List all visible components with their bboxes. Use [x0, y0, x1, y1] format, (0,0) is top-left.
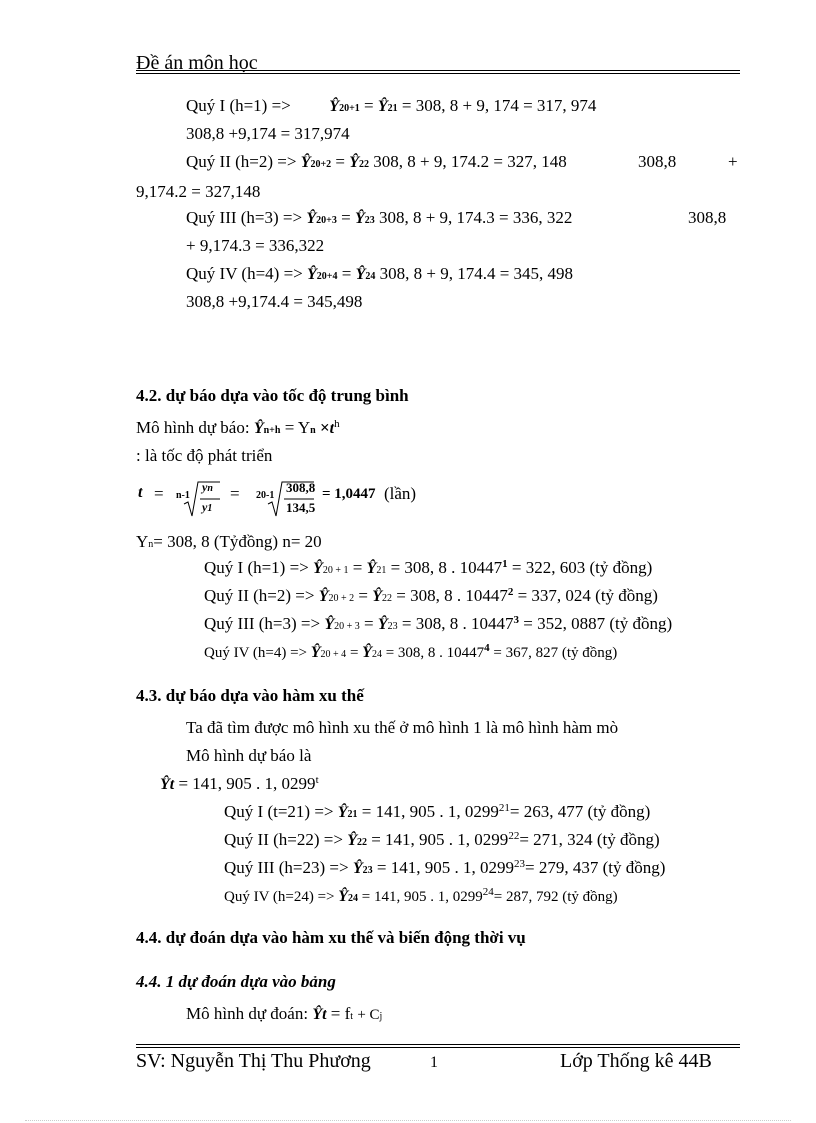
- heading-4-4: 4.4. dự đoán dựa vào hàm xu thế và biến động thời vụ: [136, 928, 526, 947]
- trend-forecast-row: Quý II (h=22) => Ŷ22 = 141, 905 . 1, $0299^{22}= 271$, 324 (tỷ đồng): [224, 830, 660, 849]
- forecast-row: Quý III (h=3) => Ŷ20 + 3 = Ŷ23 = 308, 8 . 10447$^3$ = 352, 0887 (tỷ đồng): [204, 614, 673, 633]
- model-4-3: Ŷt = 141, 905 . 1, 0299$^t$: [160, 774, 319, 793]
- q4-alt: 308,8 +9,174.4 = 345,498: [186, 292, 363, 311]
- trend-forecast-row: Quý IV (h=24) => Ŷ24 = 141, 905 . 1, $0299^{24}= 287$, 792 (tỷ đồng): [224, 886, 618, 905]
- footer-student: SV: Nguyễn Thị Thu Phương: [136, 1050, 371, 1072]
- yn-line: Yn= 308, 8 (Tỷđồng) n= 20: [136, 532, 322, 551]
- header-rule-bottom: [136, 73, 740, 74]
- footer-page-number: 1: [430, 1054, 438, 1071]
- trend-forecast-row: Quý III (h=23) => Ŷ23 = 141, 905 . 1, $0299^{23}= 279$, 437 (tỷ đồng): [224, 858, 666, 877]
- header-rule-top: [136, 70, 740, 71]
- q1-result: 308, 8 + 9, 174 = 317, 974: [415, 96, 597, 115]
- heading-4-2: 4.2. dự báo dựa vào tốc độ trung bình: [136, 386, 409, 405]
- q2-result: 308, 8 + 9, 174.2 = 327, 148: [373, 152, 567, 171]
- header-title: Đề án môn học: [136, 52, 258, 74]
- q1-line: Quý I (h=1) => Ŷ20+1 = Ŷ21 = 308, 8 + 9, 174 = 317, 974: [186, 96, 597, 115]
- forecast-row: Quý II (h=2) => Ŷ20 + 2 = Ŷ22 = 308, 8 . 10447$^2$ = 337, 024 (tỷ đồng): [204, 586, 658, 605]
- para-4-3-1: Ta đã tìm được mô hình xu thế ở mô hình 1 là mô hình hàm mò: [186, 718, 619, 737]
- y-hat-symbol: Ŷ: [329, 98, 340, 115]
- footer-rule-top: [136, 1044, 740, 1045]
- q1-label: Quý I (h=1) =>: [186, 96, 291, 115]
- forecast-row: Quý IV (h=4) => Ŷ20 + 4 = Ŷ24 = 308, 8 . 10447$^4$ = 367, 827 (tỷ đồng): [204, 642, 618, 661]
- q3-alt-part1: 308,8: [688, 208, 727, 227]
- model-4-4: Mô hình dự đoán: Ŷt = ft + Cj: [186, 1004, 383, 1023]
- q3-line: Quý III (h=3) => Ŷ20+3 = Ŷ23 308, 8 + 9, 174.3 = 336, 322: [186, 208, 573, 227]
- q2-alt-part2: 9,174.2 = 327,148: [136, 182, 261, 201]
- note-growth-rate: : là tốc độ phát triển: [136, 446, 273, 465]
- q3-alt-part2: + 9,174.3 = 336,322: [186, 236, 325, 255]
- page-edge-dotted: [25, 1120, 791, 1121]
- footer-rule-bottom: [136, 1047, 740, 1048]
- heading-4-3: 4.3. dự báo dựa vào hàm xu thế: [136, 686, 364, 705]
- q4-line: Quý IV (h=4) => Ŷ20+4 = Ŷ24 308, 8 + 9, 174.4 = 345, 498: [186, 264, 574, 283]
- subheading-4-4-1: 4.4. 1 dự đoán dựa vào bảng: [136, 972, 336, 991]
- q2-plus: +: [728, 152, 738, 171]
- model-4-2: Mô hình dự báo: Ŷn+h = $Yn \times t^h$: [136, 418, 340, 437]
- footer-class: Lớp Thống kê 44B: [560, 1050, 712, 1072]
- forecast-row: Quý I (h=1) => Ŷ20 + 1 = Ŷ21 = 308, 8 . 10447$^1$ = 322, 603 (tỷ đồng): [204, 558, 653, 577]
- q2-line: Quý II (h=2) => Ŷ20+2 = Ŷ22 308, 8 + 9, 174.2 = 327, 148: [186, 152, 567, 171]
- trend-forecast-row: Quý I (t=21) => Ŷ21 = 141, 905 . 1, $0299^{21}= 263$, 477 (tỷ đồng): [224, 802, 651, 821]
- q2-alt-part1: 308,8: [638, 152, 677, 171]
- q1-alt: 308,8 +9,174 = 317,974: [186, 124, 350, 143]
- q3-result: 308, 8 + 9, 174.3 = 336, 322: [378, 208, 573, 227]
- q4-result: 308, 8 + 9, 174.4 = 345, 498: [379, 264, 574, 283]
- para-4-3-2: Mô hình dự báo là: [186, 746, 312, 765]
